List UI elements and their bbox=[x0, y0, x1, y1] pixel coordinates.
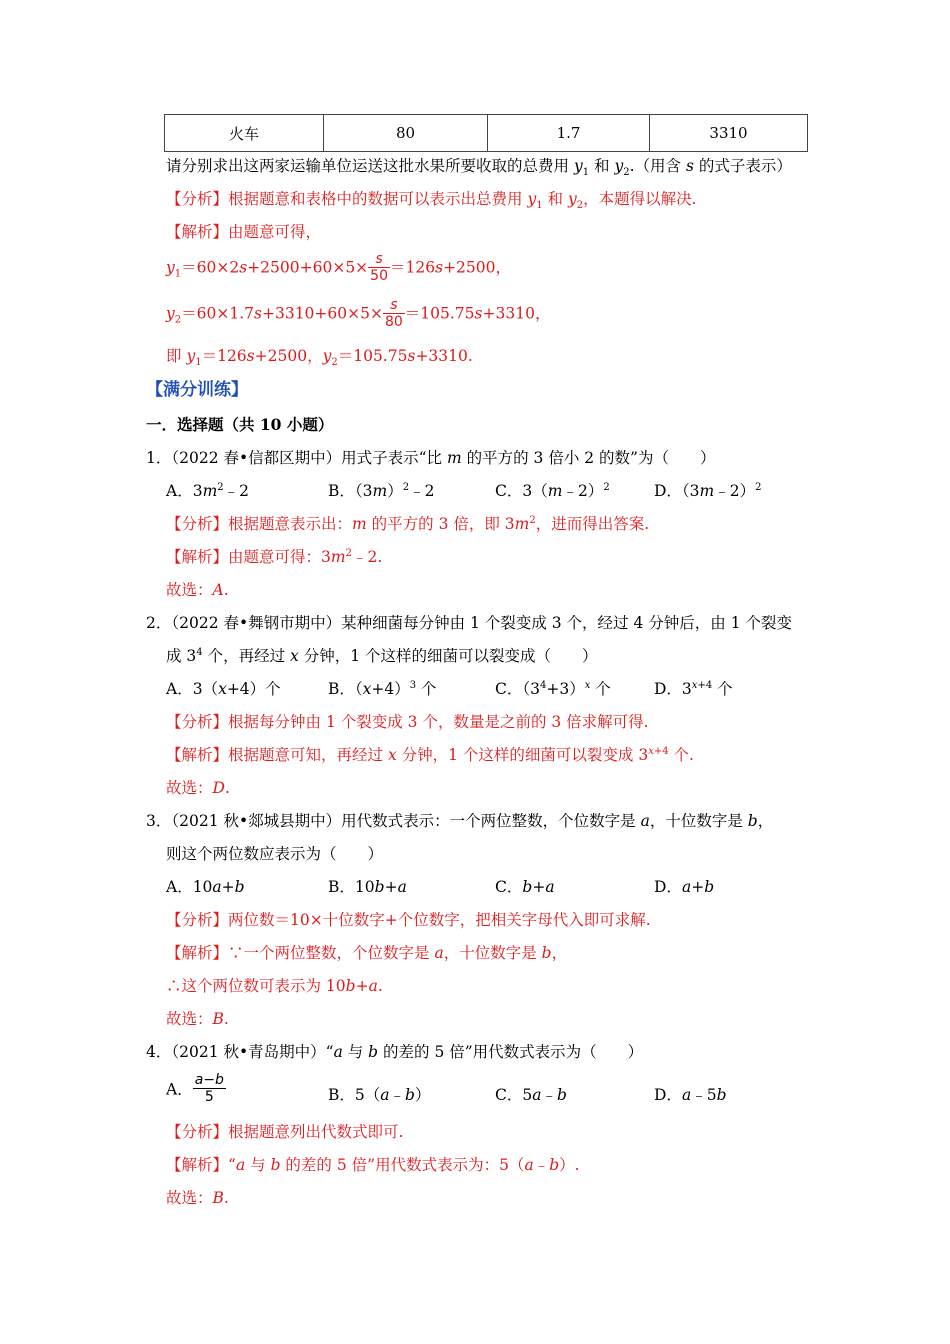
question-3-option-d: D．a+b bbox=[654, 878, 715, 896]
question-4-answer: 故选：B. bbox=[166, 1189, 229, 1207]
intro-question: 请分别求出这两家运输单位运送这批水果所要收取的总费用 $y_1$ 和 $y_2$.（用含 s 的式子表示） bbox=[166, 157, 792, 179]
question-4-option-a: A． $\frac{a-b}{5}$ bbox=[166, 1072, 224, 1106]
section-subheading: 一．选择题（共 10 小题） bbox=[146, 415, 334, 434]
question-2-option-b: B．$(x+4)^3$ 个 bbox=[328, 679, 437, 698]
question-3-therefore: ∴这个两位数可表示为 10b+a. bbox=[166, 977, 383, 995]
intro-solution: 【解析】由题意可得， bbox=[166, 223, 322, 241]
question-3-option-b: B．10b+a bbox=[328, 878, 407, 896]
question-2-stem-line1: 2．（2022 春•舞钢市期中）某种细菌每分钟由 1 个裂变成 3 个，经过 4 分钟后，由 1 个裂变 bbox=[146, 614, 792, 632]
question-2-stem-line2: 成 $3^4$ 个，再经过 x 分钟，1 个这样的细菌可以裂变成（ ） bbox=[166, 646, 598, 665]
question-3-answer: 故选：B. bbox=[166, 1010, 229, 1028]
table-cell: 1.7 bbox=[488, 115, 650, 152]
table-row bbox=[165, 115, 808, 152]
question-1-option-d: D．（3m﹣2）$^2$ bbox=[654, 481, 762, 500]
table-cell: 3310 bbox=[650, 115, 808, 152]
question-2-solution: 【解析】根据题意可知，再经过 x 分钟，1 个这样的细菌可以裂变成 $3^{x+4}$ 个. bbox=[166, 745, 694, 764]
fraction: $\frac{a-b}{5}$ bbox=[194, 1072, 224, 1106]
question-2-option-d: D．$3^{x+4}$ 个 bbox=[654, 679, 733, 698]
fraction: $\frac{s}{80}$ bbox=[384, 297, 403, 331]
question-2-option-c: C．$(3^4+3)^x$ 个 bbox=[495, 679, 611, 698]
equation-y1: $y_1=60\times 2s+2500+60\times 5\times$ $\frac{s}{50}$ ＝126s+2500， bbox=[166, 251, 511, 285]
question-4-option-c: C．5a﹣b bbox=[495, 1086, 567, 1104]
question-3-stem-line1: 3．（2021 秋•郯城县期中）用代数式表示：一个两位整数，个位数字是 a，十位数字是 b， bbox=[146, 812, 774, 830]
question-1-solution: 【解析】由题意可得：$3m^2﹣2$. bbox=[166, 547, 383, 566]
equation-y2: $y_2=60\times 1.7s+3310+60\times 5\times$ $\frac{s}{80}$ ＝105.75s+3310， bbox=[166, 297, 551, 331]
question-4-stem: 4．（2021 秋•青岛期中）“a 与 b 的差的 5 倍”用代数式表示为（ ） bbox=[146, 1043, 644, 1061]
question-3-stem-line2: 则这个两位数应表示为（ ） bbox=[166, 845, 384, 863]
question-4-solution: 【解析】“a 与 b 的差的 5 倍”用代数式表示为：5（a﹣b）. bbox=[166, 1156, 580, 1174]
question-1-option-a: A．$3m^2﹣2$ bbox=[166, 481, 250, 500]
question-2-answer: 故选：D. bbox=[166, 779, 230, 797]
question-3-analysis: 【分析】两位数＝10×十位数字+个位数字，把相关字母代入即可求解. bbox=[166, 911, 651, 929]
table-cell: 火车 bbox=[165, 115, 324, 152]
question-4-option-d: D．a﹣5b bbox=[654, 1086, 727, 1104]
question-1-analysis: 【分析】根据题意表示出：m 的平方的 3 倍，即 $3m^2$，进而得出答案. bbox=[166, 514, 650, 533]
question-1-answer: 故选：A. bbox=[166, 581, 229, 599]
transport-table bbox=[164, 114, 808, 152]
question-1-option-c: C．3（m﹣2）$^2$ bbox=[495, 481, 610, 500]
question-3-option-c: C．b+a bbox=[495, 878, 555, 896]
question-1-option-b: B．$(3m)^2﹣2$ bbox=[328, 481, 435, 500]
fraction: $\frac{s}{50}$ bbox=[370, 251, 388, 285]
question-2-option-a: A．3（x+4）个 bbox=[166, 680, 281, 698]
question-2-analysis: 【分析】根据每分钟由 1 个裂变成 3 个，数量是之前的 3 倍求解可得. bbox=[166, 713, 649, 731]
table-cell: 80 bbox=[324, 115, 488, 152]
question-4-option-b: B．5（a﹣b） bbox=[328, 1086, 431, 1104]
intro-analysis: 【分析】根据题意和表格中的数据可以表示出总费用 $y_1$ 和 $y_2$，本题得以解决. bbox=[166, 190, 697, 212]
question-3-solution: 【解析】∵一个两位整数，个位数字是 a，十位数字是 b， bbox=[166, 944, 568, 962]
question-4-analysis: 【分析】根据题意列出代数式即可. bbox=[166, 1123, 404, 1141]
section-heading: 【满分训练】 bbox=[146, 380, 248, 400]
question-1-stem: 1．（2022 春•信都区期中）用式子表示“比 m 的平方的 3 倍小 2 的数”为（ ） bbox=[146, 449, 716, 467]
equation-summary: 即 $y_1=126s+2500$，$y_2=105.75s+3310$. bbox=[166, 347, 473, 369]
question-3-option-a: A．10a+b bbox=[166, 878, 245, 896]
